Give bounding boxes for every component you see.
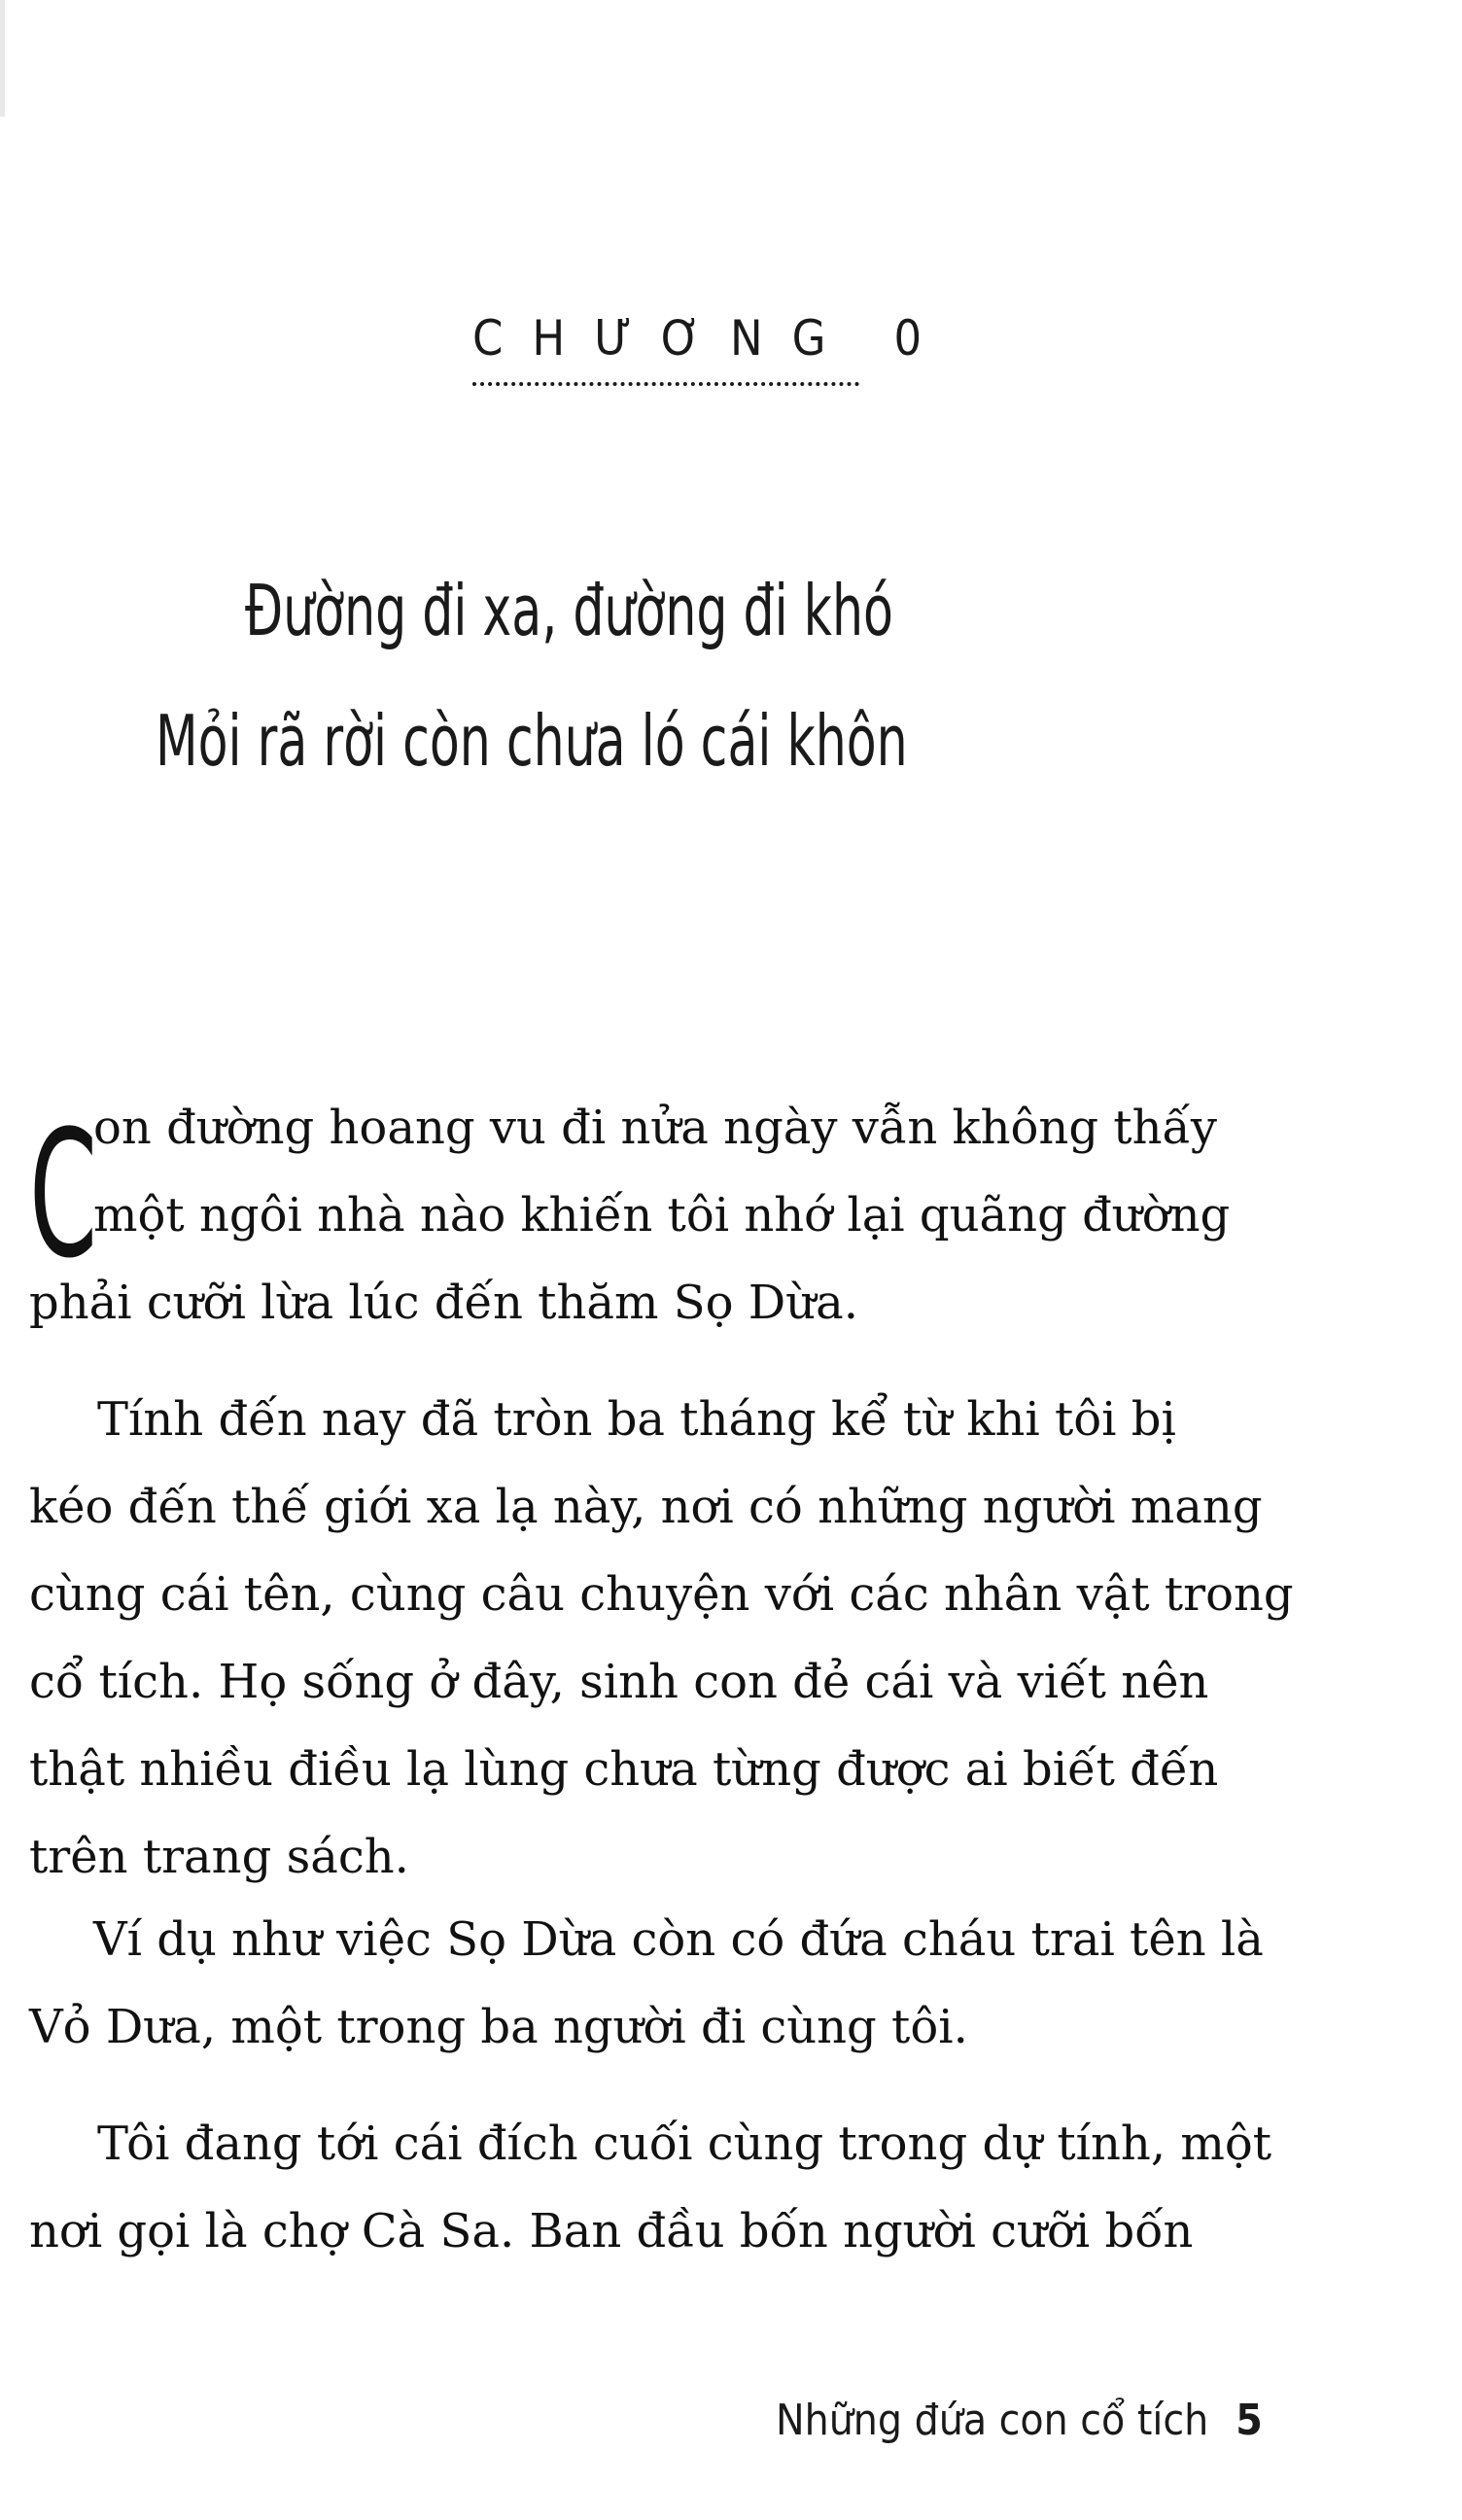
paragraph-2-line-1: Tính đến nay đã tròn ba tháng kể từ khi tôi bị (97, 1392, 1176, 1447)
page-edge-shadow (0, 0, 5, 117)
paragraph-2-line-5: thật nhiều điều lạ lùng chưa từng được ai biết đến (29, 1742, 1219, 1797)
book-title: Những đứa con cổ tích (776, 2396, 1209, 2445)
epigraph-line-2: Mỏi rã rời còn chưa ló cái khôn (156, 700, 908, 782)
paragraph-1-line-2: một ngôi nhà nào khiến tôi nhớ lại quãng đường (93, 1188, 1231, 1242)
paragraph-4 (29, 2100, 1351, 2275)
drop-cap: C (29, 1094, 98, 1297)
chapter-number: 0 (893, 310, 922, 367)
paragraph-4-line-1: Tôi đang tới cái đích cuối cùng trong dự tính, một (97, 2117, 1272, 2171)
epigraph-line-1: Đường đi xa, đường đi khó (245, 570, 893, 651)
paragraph-4-line-2: nơi gọi là chợ Cà Sa. Ban đầu bốn người cưỡi bốn (29, 2204, 1194, 2258)
paragraph-1-line-3: phải cưỡi lừa lúc đến thăm Sọ Dừa. (29, 1276, 859, 1330)
chapter-heading (472, 309, 922, 368)
chapter-word: CHƯƠNG (472, 310, 855, 367)
paragraph-2 (29, 1376, 1351, 1901)
paragraph-3 (29, 1896, 1351, 2071)
paragraph-1-line-1: on đường hoang vu đi nửa ngày vẫn không thấy (93, 1101, 1218, 1155)
paragraph-2-line-3: cùng cái tên, cùng câu chuyện với các nhân vật trong (29, 1567, 1294, 1622)
page-number: 5 (1236, 2396, 1263, 2445)
paragraph-2-line-6: trên trang sách. (29, 1830, 409, 1884)
chapter-dotted-rule (472, 382, 859, 386)
running-footer (776, 2392, 1263, 2450)
paragraph-3-line-2: Vỏ Dưa, một trong ba người đi cùng tôi. (29, 2000, 968, 2054)
paragraph-2-line-2: kéo đến thế giới xa lạ này, nơi có những người mang (29, 1480, 1263, 1534)
paragraph-1 (29, 1084, 1351, 1347)
paragraph-3-line-1: Ví dụ như việc Sọ Dừa còn có đứa cháu trai tên là (93, 1912, 1264, 1967)
paragraph-2-line-4: cổ tích. Họ sống ở đây, sinh con đẻ cái và viết nên (29, 1655, 1209, 1709)
